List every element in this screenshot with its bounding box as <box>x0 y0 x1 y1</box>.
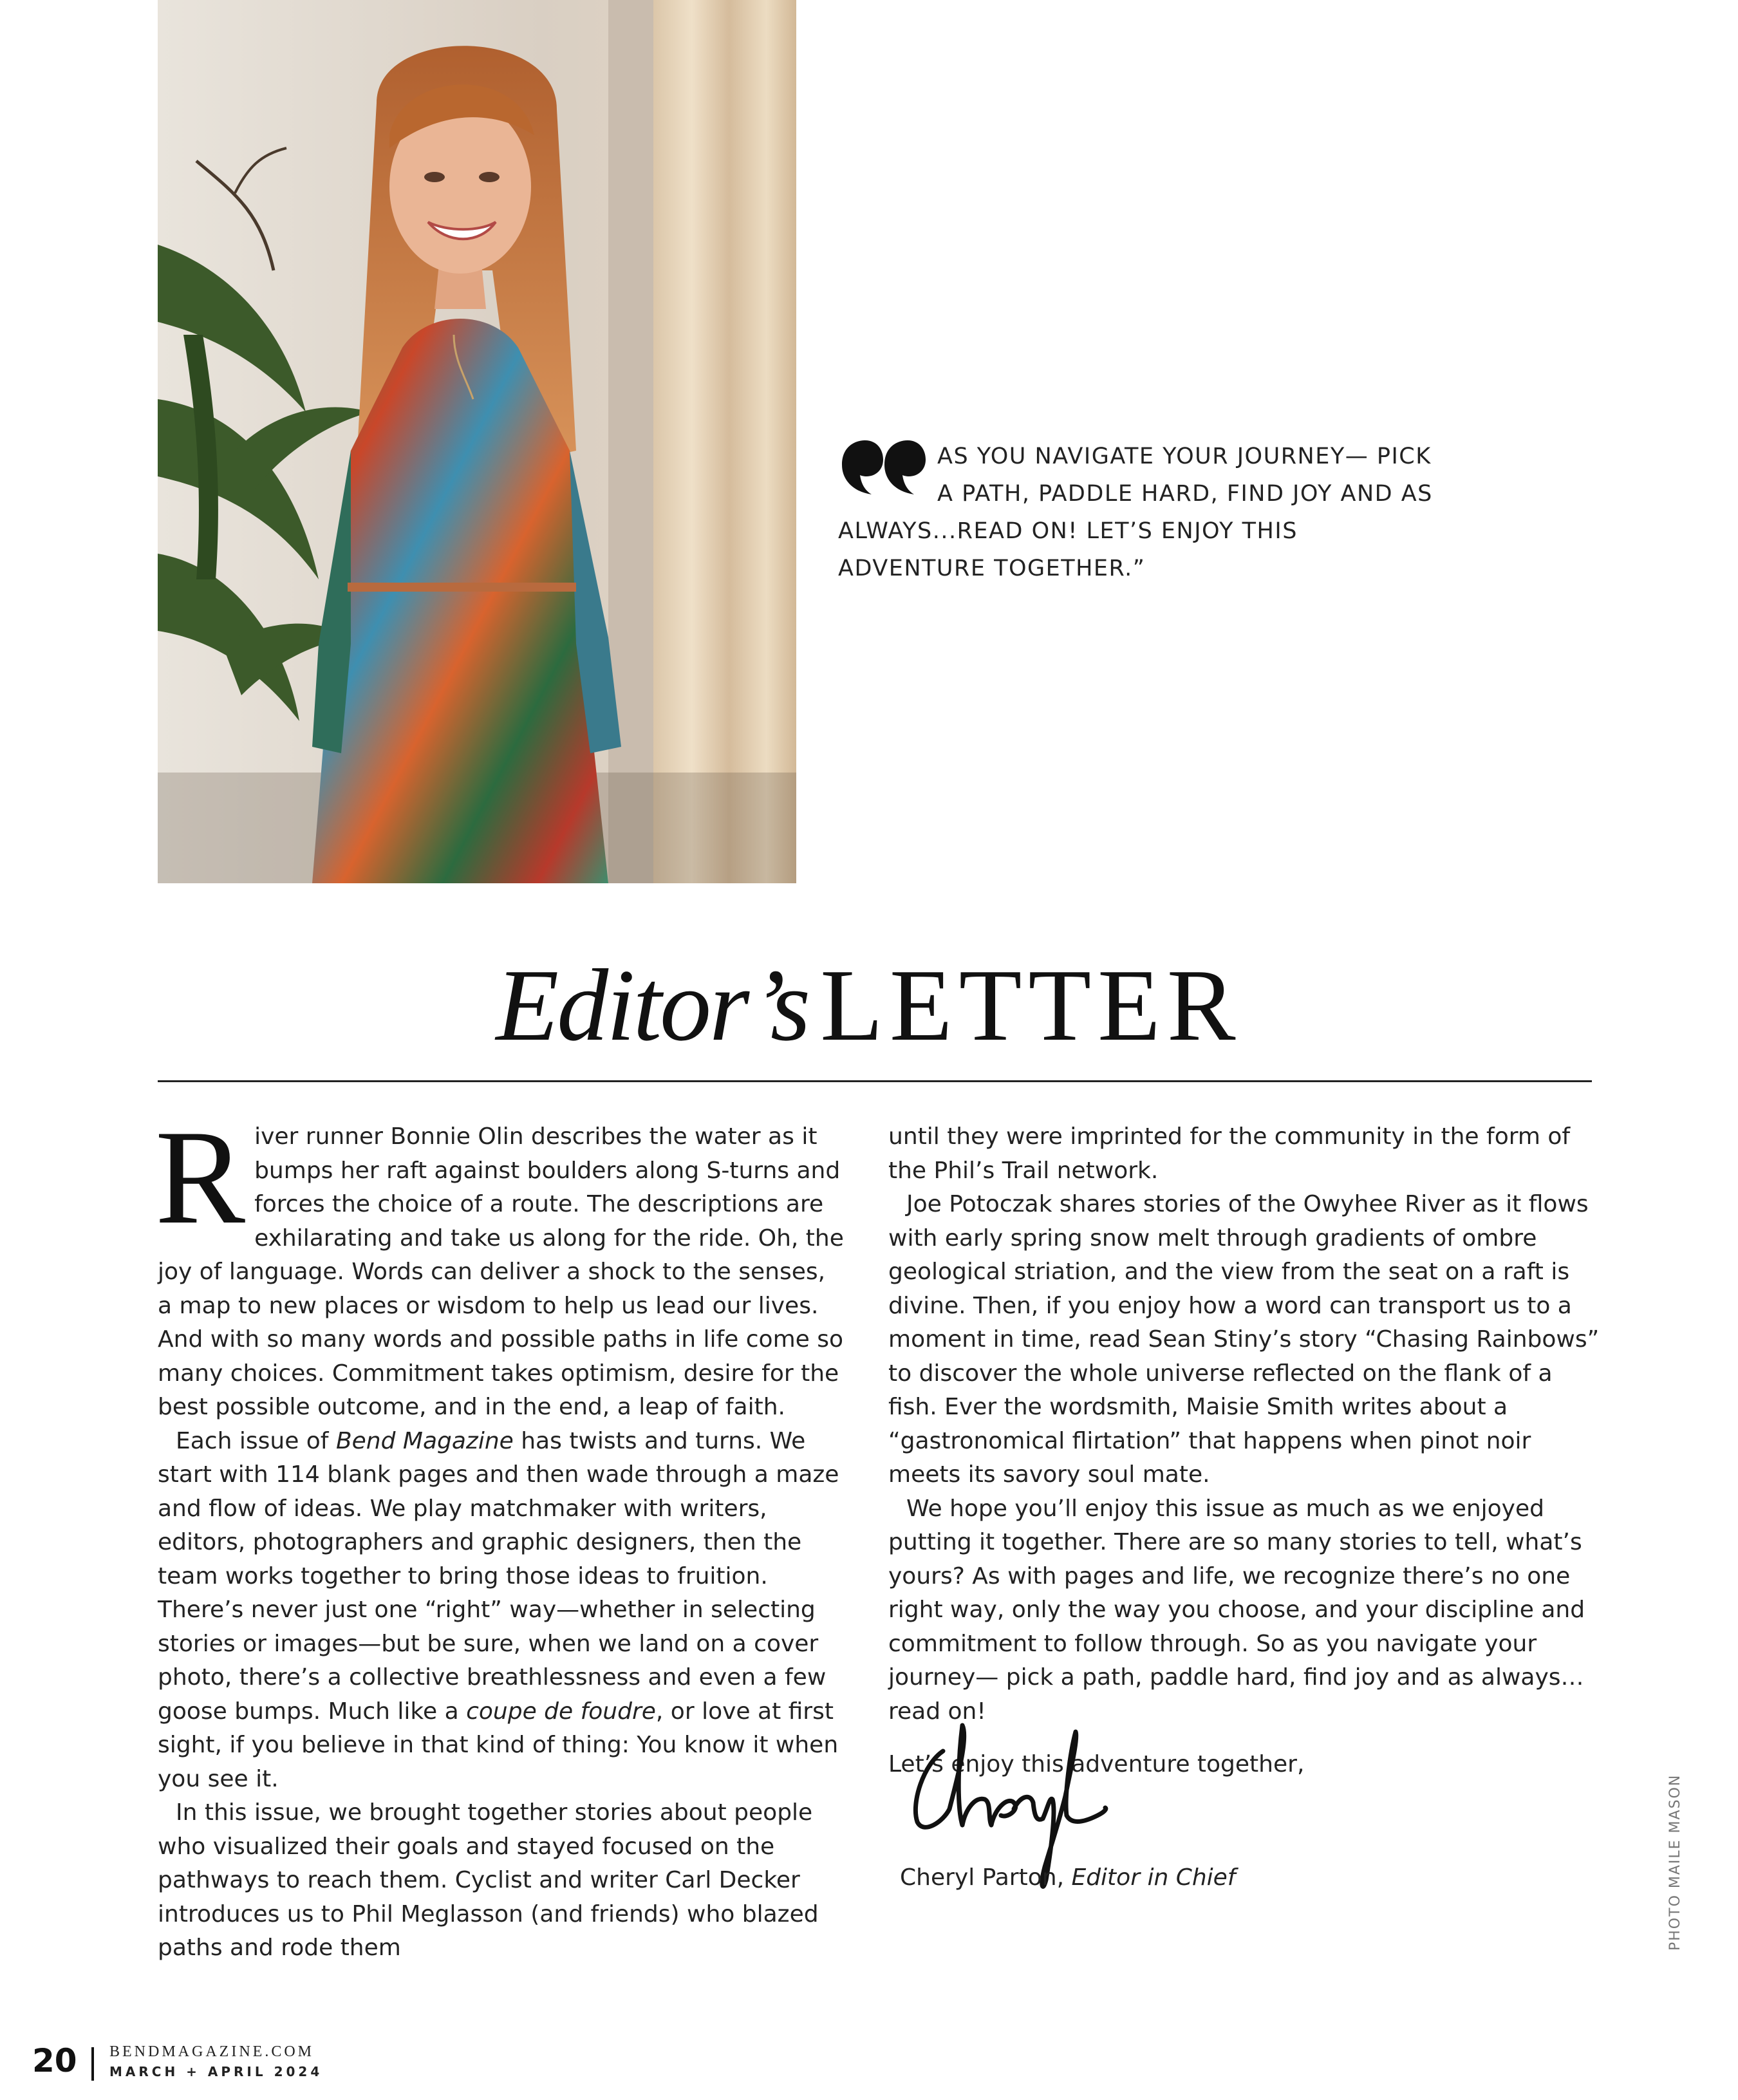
closing-line: Let’s enjoy this adventure together, <box>888 1751 1305 1777</box>
paragraph-1-text: iver runner Bonnie Olin describes the water as it bumps her raft against boulders along S-turns and forces the choice of a route. The descriptions are exhilarating and take us along for the ride. Oh, the joy of language. Words can deliver a shock to the senses, a map to new places or wisdom to help us lead our lives. And with so many words and possible paths in life come so many choices. Commitment takes optimism, desire for the best possible outcome, and in the end, a leap of faith. <box>158 1123 844 1420</box>
paragraph-2-text-b: has twists and turns. We start with 114 blank pages and then wade through a maze and flow of ideas. We play matchmaker with writers, editors, photographers and graphic designers, then the team works together to bring those ideas to fruition. There’s never just one “right” way—whether in selecting stories or images—but be sure, when we land on a cover photo, there’s a collective breathlessness and even a few goose bumps. Much like a <box>158 1427 839 1725</box>
portrait-illustration <box>158 0 796 883</box>
paragraph-2-text-c: , or love at first sight, if you believe in that kind of thing: You know it when you see it. <box>158 1698 839 1792</box>
paragraph-3-continued: until they were imprinted for the community in the form of the Phil’s Trail network. <box>888 1123 1571 1184</box>
pull-quote <box>838 438 1443 587</box>
pull-quote-text: AS YOU NAVIGATE YOUR JOURNEY— PICK A PATH, PADDLE HARD, FIND JOY AND AS ALWAYS...READ ON! LET’S ENJOY THIS ADVENTURE TOGETHER.” <box>838 444 1433 581</box>
footer-site: BENDMAGAZINE.COM <box>109 2043 314 2060</box>
paragraph-5: We hope you’ll enjoy this issue as much as we enjoyed putting it together. There are so many stories to tell, what’s yours? As with pages and life, we recognize there’s no one right way, only the way you choose, and your discipline and commitment to follow through. So as you navigate your journey— pick a path, paddle hard, find joy and as always…read on! <box>888 1495 1585 1725</box>
article-column-right <box>888 1120 1600 1782</box>
drop-cap: R <box>155 1103 246 1252</box>
article-column-left <box>155 1103 846 1965</box>
paragraph-2-text-a: Each issue of <box>176 1427 336 1454</box>
signature-caption <box>900 1864 1235 1891</box>
photo-credit: PHOTO MAILE MASON <box>1667 1774 1683 1951</box>
paragraph-2 <box>158 1425 846 1797</box>
title-divider <box>158 1080 1592 1082</box>
paragraph-1 <box>155 1103 846 1425</box>
editor-portrait-photo <box>158 0 796 883</box>
footer-divider <box>91 2047 94 2081</box>
editor-name: Cheryl Parton, <box>900 1864 1072 1891</box>
paragraph-3: In this issue, we brought together stories about people who visualized their goals and stayed focused on the pathways to reach them. Cyclist and writer Carl Decker introduces us to Phil Meglasson (and friends) who blazed paths and rode them <box>158 1799 819 1961</box>
quote-mark-icon <box>838 439 928 496</box>
magazine-name: Bend Magazine <box>335 1427 514 1454</box>
editor-title: Editor in Chief <box>1071 1864 1236 1891</box>
footer-issue: MARCH + APRIL 2024 <box>109 2064 323 2079</box>
coupe-de-foudre-phrase: coupe de foudre <box>466 1698 656 1725</box>
page-number: 20 <box>32 2042 77 2079</box>
paragraph-4: Joe Potoczak shares stories of the Owyhee River as it flows with early spring snow melt through gradients of ombre geological striation, and the view from the seat on a raft is divine. Then, if you enjoy how a word can transport us to a moment in time, read Sean Stiny’s story “Chasing Rainbows” to discover the whole universe reflected on the flank of a fish. Ever the wordsmith, Maisie Smith writes about a “gastronomical flirtation” that happens when pinot noir meets its savory soul mate. <box>888 1191 1600 1488</box>
page-title <box>0 940 1738 1069</box>
page-title-caps: LETTER <box>820 948 1242 1062</box>
page-title-script: Editor’s <box>496 948 809 1062</box>
